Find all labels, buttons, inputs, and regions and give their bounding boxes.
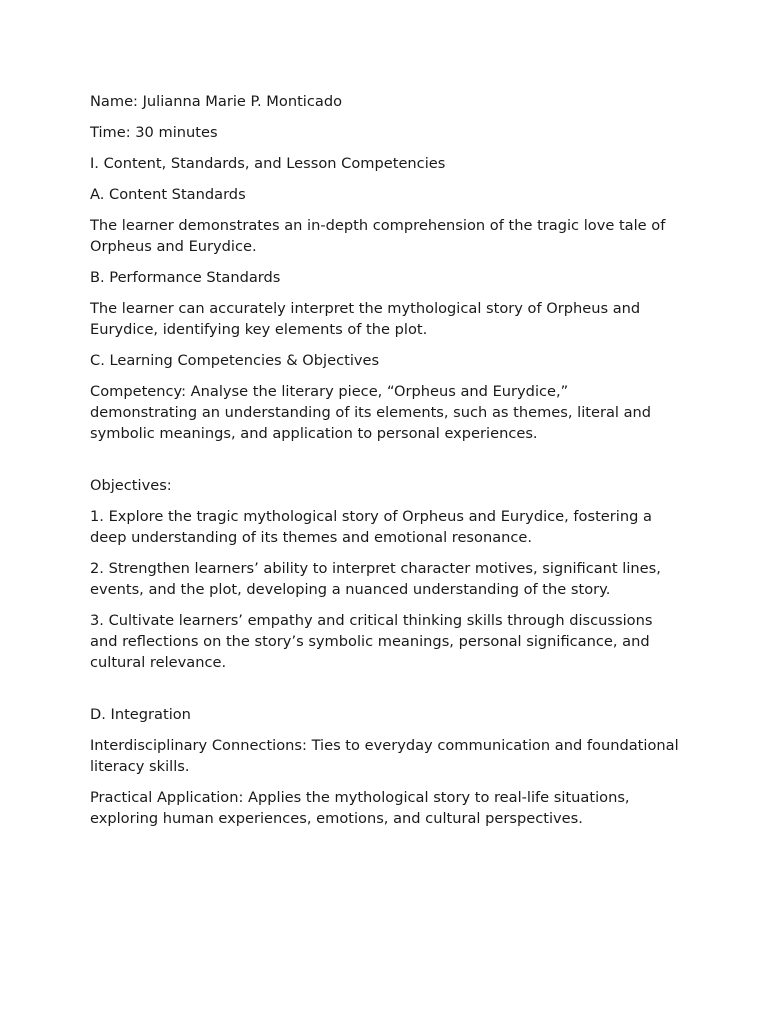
performance-standards-heading: B. Performance Standards bbox=[90, 269, 281, 286]
objective-item-1: 1. Explore the tragic mythological story of Orpheus and Eurydice, fostering a deep understanding of its themes and emotional resonance. bbox=[90, 508, 652, 546]
objective-item-2: 2. Strengthen learners’ ability to interpret character motives, significant lines, events, and the plot, developing a nuanced understanding of the story. bbox=[90, 560, 661, 598]
objective-item-3: 3. Cultivate learners’ empathy and critical thinking skills through discussions and reflections on the story’s symbolic meanings, personal significance, and cultural relevance. bbox=[90, 612, 653, 671]
lesson-plan-document bbox=[90, 91, 680, 839]
performance-standards-text: The learner can accurately interpret the mythological story of Orpheus and Eurydice, identifying key elements of the plot. bbox=[90, 300, 641, 338]
practical-application-text: Practical Application: Applies the mythological story to real-life situations, exploring human experiences, emotions, and cultural perspectives. bbox=[90, 789, 630, 827]
section-heading-content-standards-competencies: I. Content, Standards, and Lesson Competencies bbox=[90, 155, 446, 172]
objectives-heading: Objectives: bbox=[90, 477, 172, 494]
interdisciplinary-connections-text: Interdisciplinary Connections: Ties to everyday communication and foundational literacy skills. bbox=[90, 737, 679, 775]
blank-line bbox=[90, 454, 680, 475]
time-line: Time: 30 minutes bbox=[90, 124, 218, 141]
name-line: Name: Julianna Marie P. Monticado bbox=[90, 93, 343, 110]
content-standards-text: The learner demonstrates an in-depth comprehension of the tragic love tale of Orpheus and Eurydice. bbox=[90, 217, 666, 255]
competency-text: Competency: Analyse the literary piece, “Orpheus and Eurydice,” demonstrating an understanding of its elements, such as themes, literal and symbolic meanings, and application to personal experiences. bbox=[90, 383, 652, 442]
blank-line bbox=[90, 683, 680, 704]
competencies-heading: C. Learning Competencies & Objectives bbox=[90, 352, 380, 369]
integration-heading: D. Integration bbox=[90, 706, 191, 723]
content-standards-heading: A. Content Standards bbox=[90, 186, 246, 203]
